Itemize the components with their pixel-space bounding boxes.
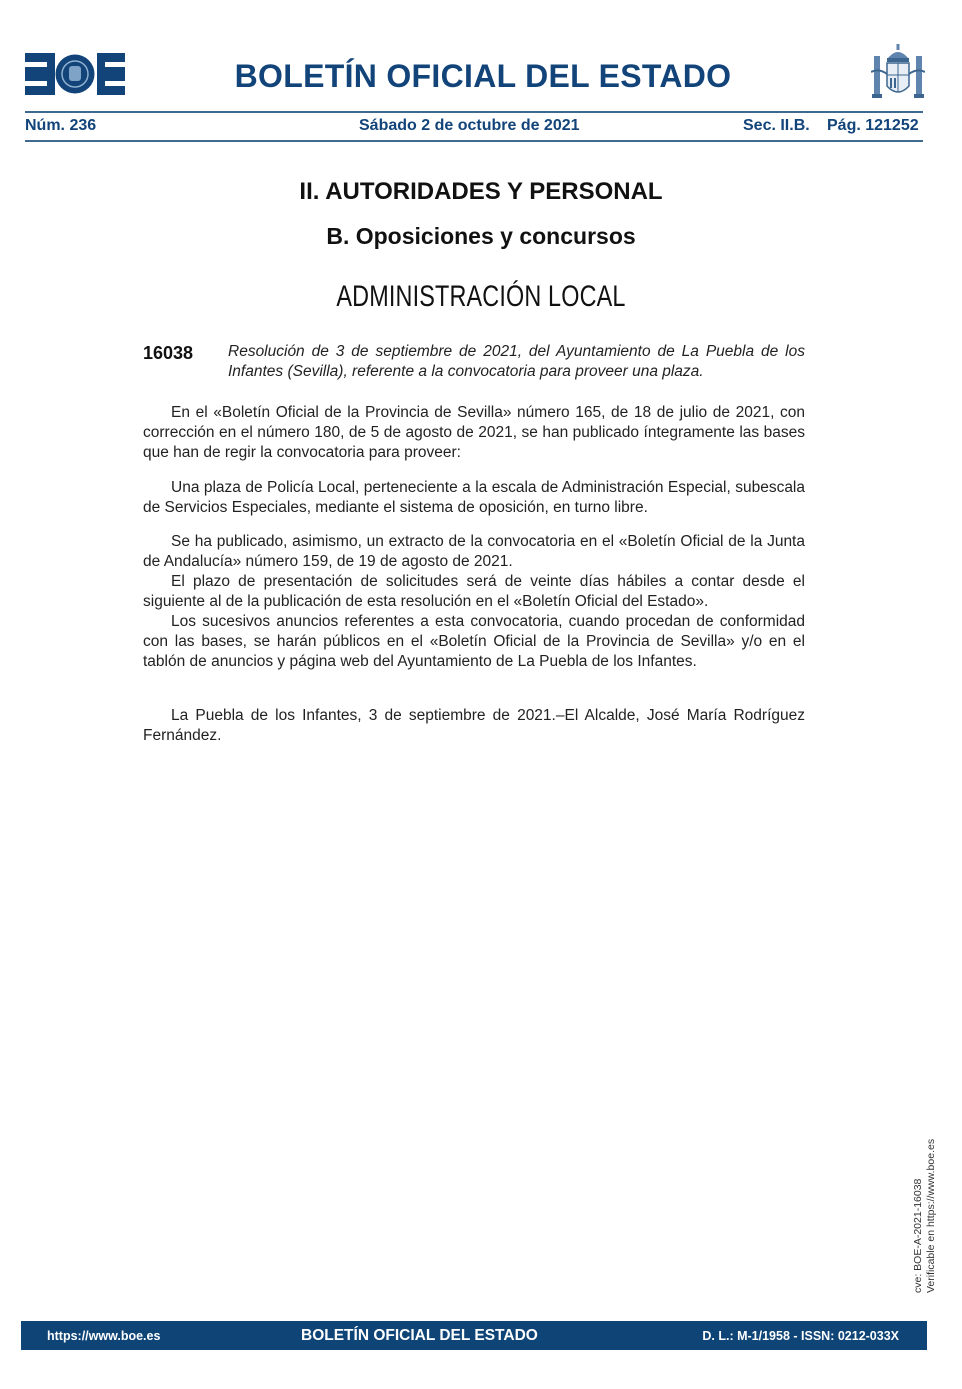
signature-paragraph [143, 706, 805, 746]
verify-link[interactable]: Verificable en https://www.boe.es [925, 1138, 937, 1293]
paragraph-text: Se ha publicado, asimismo, un extracto de la convocatoria en el «Boletín Oficial de la Junta de Andalucía» número 159, de 19 de agosto de 2021. [143, 533, 805, 570]
paragraph-text: La Puebla de los Infantes, 3 de septiembre de 2021.–El Alcalde, José María Rodríguez Fernández. [143, 707, 805, 744]
section-ref: Sec. II.B. [743, 117, 810, 134]
paragraph-text: En el «Boletín Oficial de la Provincia de Sevilla» número 165, de 18 de julio de 2021, con corrección en el número 180, de 5 de agosto de 2021, se han publicado íntegramente las bases que han de regir la convocatoria para proveer: [143, 404, 805, 461]
footer-title: BOLETÍN OFICIAL DEL ESTADO [301, 1326, 538, 1344]
entry-summary: Resolución de 3 de septiembre de 2021, del Ayuntamiento de La Puebla de los Infantes (Sevilla), referente a la convocatoria para proveer una plaza. [228, 343, 805, 380]
cve-code: cve: BOE-A-2021-16038 [912, 1178, 924, 1293]
administration-heading: ADMINISTRACIÓN LOCAL [336, 280, 626, 313]
issue-date: Sábado 2 de octubre de 2021 [359, 117, 580, 134]
footer-url-link[interactable]: https://www.boe.es [47, 1328, 161, 1343]
page-title: BOLETÍN OFICIAL DEL ESTADO [234, 58, 732, 94]
entry-number: 16038 [143, 343, 194, 363]
footer-legal: D. L.: M-1/1958 - ISSN: 0212-033X [702, 1328, 899, 1343]
header-rule-top [25, 111, 923, 113]
page-ref: Pág. 121252 [827, 117, 919, 134]
issue-number: Núm. 236 [25, 117, 97, 134]
coat-of-arms-icon [871, 44, 925, 102]
subsection-heading: B. Oposiciones y concursos [326, 223, 636, 249]
footer-bar [21, 1321, 927, 1350]
header-rule-bottom [25, 140, 923, 142]
paragraph-text: Los sucesivos anuncios referentes a esta convocatoria, cuando procedan de conformidad con las bases, se harán públicos en el «Boletín Oficial de la Provincia de Sevilla» y/o en el tablón de anuncios y página web del Ayuntamiento de La Puebla de los Infantes. [143, 613, 805, 670]
paragraph-1 [143, 403, 805, 463]
paragraph-text: El plazo de presentación de solicitudes será de veinte días hábiles a contar desde el siguiente al de la publicación de esta resolución en el «Boletín Oficial del Estado». [143, 573, 805, 610]
section-heading: II. AUTORIDADES Y PERSONAL [299, 178, 663, 205]
paragraph-group [143, 532, 805, 672]
paragraph-text: Una plaza de Policía Local, perteneciente a la escala de Administración Especial, subescala de Servicios Especiales, mediante el sistema de oposición, en turno libre. [143, 479, 805, 516]
paragraph-2 [143, 478, 805, 518]
verification-note [912, 1139, 938, 1293]
